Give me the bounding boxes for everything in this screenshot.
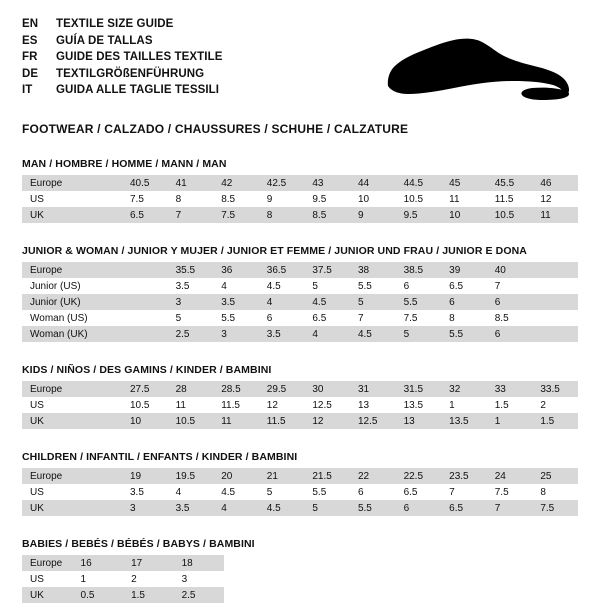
- size-cell: 7: [357, 312, 364, 324]
- size-cell: 6: [487, 326, 533, 342]
- size-cell: 7.5: [403, 312, 418, 324]
- size-cell: 6.5: [312, 312, 327, 324]
- language-row: [22, 49, 223, 66]
- row-label: Europe: [22, 381, 122, 397]
- language-title: TEXTILGRÖßENFÜHRUNG: [56, 67, 205, 80]
- table-row: [22, 191, 578, 207]
- size-cell: 6.5: [449, 280, 464, 292]
- table-row: [22, 500, 578, 516]
- language-title: GUIDA ALLE TAGLIE TESSILI: [56, 84, 220, 96]
- size-cell: 36: [213, 262, 259, 278]
- size-tables: [22, 158, 578, 603]
- size-cell: 5.5: [312, 486, 327, 498]
- size-cell: 10.5: [403, 193, 424, 205]
- size-cell: 24: [487, 468, 533, 484]
- size-cell: 31: [350, 381, 396, 397]
- size-cell: 5: [350, 294, 396, 310]
- size-cell: 23.5: [441, 468, 487, 484]
- size-cell: 18: [174, 555, 225, 571]
- size-cell: 35.5: [168, 262, 214, 278]
- size-cell: 8.5: [304, 207, 350, 223]
- table-row: [22, 326, 578, 342]
- size-cell: 5: [175, 312, 182, 324]
- table-row: [22, 397, 578, 413]
- table-row: [22, 175, 578, 191]
- size-cell: 2.5: [174, 587, 225, 603]
- language-row: [22, 82, 223, 99]
- size-cell: 5: [304, 500, 350, 516]
- language-row: [22, 66, 223, 83]
- size-cell: 36.5: [259, 262, 305, 278]
- size-cell: 31.5: [396, 381, 442, 397]
- size-cell: 38.5: [396, 262, 442, 278]
- size-cell: 0.5: [73, 587, 124, 603]
- size-cell: 43: [304, 175, 350, 191]
- table-row: [22, 484, 578, 500]
- size-cell: 4.5: [350, 326, 396, 342]
- row-label: Junior (UK): [22, 294, 122, 310]
- size-cell: 3: [168, 294, 214, 310]
- size-cell: 4: [175, 486, 182, 498]
- size-cell: 38: [350, 262, 396, 278]
- size-cell: [224, 587, 275, 603]
- table-row: [22, 294, 578, 310]
- size-cell: 11: [449, 193, 460, 205]
- size-cell: 27.5: [122, 381, 168, 397]
- size-cell: [122, 310, 168, 326]
- row-label: Woman (US): [30, 312, 88, 324]
- size-cell: 11: [175, 399, 186, 411]
- size-cell: 3.5: [259, 326, 305, 342]
- size-cell: 30: [304, 381, 350, 397]
- size-cell: 6: [266, 312, 273, 324]
- size-cell: 3.5: [168, 500, 214, 516]
- dress-shoe-icon: [382, 28, 572, 108]
- size-cell: 7: [494, 280, 501, 292]
- size-cell: 5: [266, 486, 273, 498]
- size-cell: 4: [213, 500, 259, 516]
- row-label: Woman (UK): [22, 326, 122, 342]
- size-cell: 13.5: [403, 399, 424, 411]
- size-table: [22, 381, 578, 429]
- size-cell: 44.5: [396, 175, 442, 191]
- size-cell: 19: [122, 468, 168, 484]
- size-cell: 40.5: [122, 175, 168, 191]
- size-cell: 1: [80, 573, 87, 585]
- size-cell: 28.5: [213, 381, 259, 397]
- size-cell: 13.5: [441, 413, 487, 429]
- size-cell: 2: [540, 399, 546, 411]
- size-cell: 22.5: [396, 468, 442, 484]
- size-cell: [426, 587, 477, 603]
- size-cell: 3.5: [130, 486, 144, 498]
- size-cell: 10: [122, 413, 168, 429]
- table-row: [22, 278, 578, 294]
- size-cell: 2.5: [168, 326, 214, 342]
- size-cell: 44: [350, 175, 396, 191]
- size-cell: [477, 555, 528, 571]
- size-cell: 5.5: [350, 500, 396, 516]
- size-cell: [122, 294, 168, 310]
- size-cell: 8: [259, 207, 305, 223]
- language-code: ES: [22, 34, 38, 47]
- size-cell: 4.5: [221, 486, 236, 498]
- size-cell: 9: [350, 207, 396, 223]
- size-cell: [325, 571, 376, 587]
- size-cell: 10.5: [168, 413, 214, 429]
- size-cell: 1: [449, 399, 455, 411]
- size-cell: [376, 587, 427, 603]
- size-cell: 46: [532, 175, 578, 191]
- size-cell: 29.5: [259, 381, 305, 397]
- size-cell: 11.5: [221, 399, 240, 411]
- size-cell: 33.5: [532, 381, 578, 397]
- size-cell: 45.5: [487, 175, 533, 191]
- size-cell: 42: [213, 175, 259, 191]
- size-cell: [527, 571, 578, 587]
- size-cell: 37.5: [304, 262, 350, 278]
- size-cell: 21.5: [304, 468, 350, 484]
- size-cell: 2: [131, 573, 137, 585]
- row-label: US: [30, 399, 44, 411]
- table-row: [22, 571, 578, 587]
- size-cell: 41: [168, 175, 214, 191]
- size-table: [22, 468, 578, 516]
- size-table: [22, 262, 578, 342]
- size-cell: 6: [403, 280, 410, 292]
- size-cell: [477, 571, 528, 587]
- size-cell: 1.5: [532, 413, 578, 429]
- size-cell: 6: [487, 294, 533, 310]
- table-row: [22, 207, 578, 223]
- row-label: Europe: [22, 175, 122, 191]
- size-cell: 28: [168, 381, 214, 397]
- size-cell: 6.5: [403, 486, 418, 498]
- size-cell: [426, 555, 477, 571]
- size-cell: 11.5: [494, 193, 514, 205]
- size-cell: [532, 310, 578, 326]
- size-cell: [532, 278, 578, 294]
- size-cell: 12: [266, 399, 278, 411]
- size-cell: 19.5: [168, 468, 214, 484]
- size-cell: 40: [487, 262, 533, 278]
- size-cell: [426, 571, 477, 587]
- section-title: KIDS / NIÑOS / DES GAMINS / KINDER / BAMBINI: [22, 364, 272, 376]
- size-cell: 5.5: [221, 312, 236, 324]
- size-cell: [275, 555, 326, 571]
- size-cell: 1.5: [494, 399, 509, 411]
- size-cell: [532, 294, 578, 310]
- size-cell: 7.5: [213, 207, 259, 223]
- size-cell: 39: [441, 262, 487, 278]
- section-title: CHILDREN / INFANTIL / ENFANTS / KINDER / BAMBINI: [22, 451, 298, 463]
- size-cell: [325, 555, 376, 571]
- size-section: [22, 538, 578, 603]
- size-cell: 5.5: [396, 294, 442, 310]
- section-title: MAN / HOMBRE / HOMME / MANN / MAN: [22, 158, 227, 170]
- row-label: UK: [22, 207, 122, 223]
- size-cell: 8.5: [221, 193, 236, 205]
- size-cell: 12: [304, 413, 350, 429]
- size-section: [22, 158, 578, 223]
- size-cell: 5.5: [441, 326, 487, 342]
- size-cell: [122, 278, 168, 294]
- size-cell: 1: [487, 413, 533, 429]
- size-cell: 3.5: [213, 294, 259, 310]
- size-cell: 32: [441, 381, 487, 397]
- row-label: US: [30, 573, 44, 585]
- size-cell: 7: [487, 500, 533, 516]
- row-label: Europe: [22, 468, 122, 484]
- size-cell: 13: [396, 413, 442, 429]
- table-row: [22, 413, 578, 429]
- size-cell: [325, 587, 376, 603]
- size-cell: 9: [266, 193, 273, 205]
- language-title: GUÍA DE TALLAS: [56, 34, 153, 47]
- size-section: [22, 364, 578, 429]
- size-cell: 6.5: [122, 207, 168, 223]
- size-section: [22, 245, 578, 342]
- language-code: IT: [22, 84, 33, 96]
- size-cell: 8: [175, 193, 182, 205]
- language-title: GUIDE DES TAILLES TEXTILE: [56, 51, 223, 63]
- size-cell: [122, 326, 168, 342]
- table-row: [22, 310, 578, 326]
- size-cell: 12.5: [312, 399, 332, 411]
- size-cell: 25: [532, 468, 578, 484]
- size-cell: 17: [123, 555, 174, 571]
- size-cell: 45: [441, 175, 487, 191]
- size-cell: 1.5: [123, 587, 174, 603]
- size-cell: 6: [396, 500, 442, 516]
- language-code: DE: [22, 67, 39, 80]
- size-cell: 11: [532, 207, 578, 223]
- size-cell: [527, 587, 578, 603]
- size-cell: 4: [304, 326, 350, 342]
- language-code: EN: [22, 18, 39, 30]
- section-title: JUNIOR & WOMAN / JUNIOR Y MUJER / JUNIOR ET FEMME / JUNIOR UND FRAU / JUNIOR E DONA: [22, 245, 527, 257]
- language-title: TEXTILE SIZE GUIDE: [56, 18, 174, 30]
- row-label: Junior (US): [30, 280, 81, 292]
- size-cell: [122, 262, 168, 278]
- size-cell: 10: [441, 207, 487, 223]
- size-cell: 12: [540, 193, 552, 205]
- size-cell: 10: [357, 193, 370, 205]
- size-cell: 33: [487, 381, 533, 397]
- size-cell: [376, 571, 427, 587]
- size-cell: 6.5: [441, 500, 487, 516]
- size-cell: 11: [213, 413, 259, 429]
- size-cell: 10.5: [487, 207, 533, 223]
- size-table: [22, 175, 578, 223]
- table-row: [22, 587, 578, 603]
- size-cell: 4.5: [266, 280, 281, 292]
- size-cell: 7.5: [532, 500, 578, 516]
- document-header: [22, 16, 578, 108]
- size-cell: 9.5: [396, 207, 442, 223]
- category-title: FOOTWEAR / CALZADO / CHAUSSURES / SCHUHE / CALZATURE: [22, 122, 409, 136]
- size-cell: 8.5: [494, 312, 509, 324]
- size-cell: 21: [259, 468, 305, 484]
- size-cell: 10.5: [130, 399, 150, 411]
- size-cell: 20: [213, 468, 259, 484]
- size-section: [22, 451, 578, 516]
- size-cell: 8: [540, 486, 546, 498]
- size-cell: 11.5: [259, 413, 305, 429]
- size-cell: 3: [213, 326, 259, 342]
- size-cell: [275, 571, 326, 587]
- size-cell: 16: [73, 555, 124, 571]
- size-cell: 42.5: [259, 175, 305, 191]
- size-table: [22, 555, 578, 603]
- size-cell: [275, 587, 326, 603]
- table-row: [22, 468, 578, 484]
- size-cell: 5.5: [357, 280, 372, 292]
- size-cell: 7.5: [130, 193, 144, 205]
- size-cell: [224, 571, 275, 587]
- size-cell: 22: [350, 468, 396, 484]
- size-cell: 3.5: [175, 280, 190, 292]
- row-label: UK: [22, 413, 122, 429]
- size-cell: 4: [221, 280, 227, 292]
- size-cell: [532, 326, 578, 342]
- size-cell: 7.5: [494, 486, 509, 498]
- size-cell: 6: [357, 486, 364, 498]
- size-cell: 4: [259, 294, 305, 310]
- size-cell: 7: [168, 207, 214, 223]
- size-cell: 4.5: [259, 500, 305, 516]
- size-cell: [532, 262, 578, 278]
- size-cell: [376, 555, 427, 571]
- table-row: [22, 555, 578, 571]
- row-label: US: [30, 486, 44, 498]
- language-row: [22, 16, 223, 33]
- language-title-list: [22, 16, 223, 99]
- section-title: BABIES / BEBÉS / BÉBÉS / BABYS / BAMBINI: [22, 538, 255, 550]
- size-cell: 3: [181, 573, 188, 585]
- size-cell: 5: [312, 280, 318, 292]
- size-cell: 4.5: [304, 294, 350, 310]
- language-row: [22, 33, 223, 50]
- row-label: Europe: [22, 555, 73, 571]
- size-cell: 12.5: [350, 413, 396, 429]
- size-cell: [527, 555, 578, 571]
- table-row: [22, 381, 578, 397]
- size-cell: 7: [449, 486, 455, 498]
- table-row: [22, 262, 578, 278]
- row-label: Europe: [22, 262, 122, 278]
- row-label: UK: [22, 587, 73, 603]
- row-label: US: [30, 193, 44, 205]
- language-code: FR: [22, 51, 38, 63]
- size-cell: 5: [396, 326, 442, 342]
- size-cell: 13: [357, 399, 370, 411]
- row-label: UK: [22, 500, 122, 516]
- size-cell: 8: [449, 312, 455, 324]
- size-cell: [477, 587, 528, 603]
- size-cell: 6: [441, 294, 487, 310]
- size-cell: [224, 555, 275, 571]
- size-cell: 3: [122, 500, 168, 516]
- size-cell: 9.5: [312, 193, 327, 205]
